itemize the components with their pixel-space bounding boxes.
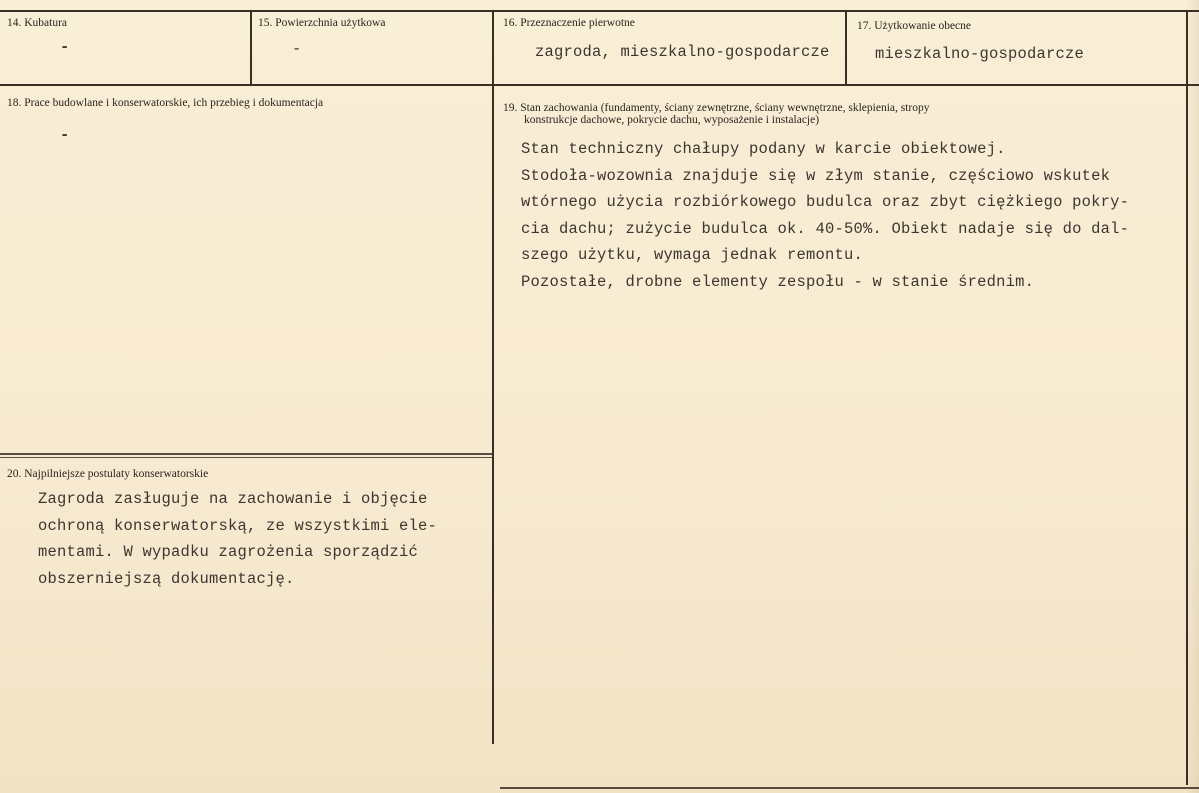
field-14-label: 14. Kubatura [7, 17, 68, 29]
field-16-label: 16. Przeznaczenie pierwotne [503, 17, 635, 29]
field-19-line: Stodoła-wozownia znajduje się w złym stanie, częściowo wskutek [521, 166, 1111, 185]
col-divider-14-15 [250, 10, 252, 85]
field-20-line: obszerniejszą dokumentację. [38, 569, 295, 588]
field-15-value: - [292, 40, 302, 58]
row1-bottom-border [0, 84, 1199, 86]
top-border [0, 10, 1199, 12]
field-17-label: 17. Użytkowanie obecne [857, 20, 972, 32]
field-19-label-line2: konstrukcje dachowe, pokrycie dachu, wyposażenie i instalacje) [524, 114, 820, 126]
field-20-text [38, 490, 437, 596]
field-15-label: 15. Powierzchnia użytkowa [258, 17, 386, 29]
field-16-value: zagroda, mieszkalno-gospodarcze [535, 43, 830, 61]
field-18-value: - [60, 126, 70, 144]
col-divider-main [492, 10, 494, 744]
field-20-line: ochroną konserwatorską, ze wszystkimi ele- [38, 516, 438, 535]
field-19-line: Stan techniczny chałupy podany w karcie obiektowej. [521, 140, 1006, 158]
bottom-border [500, 787, 1199, 789]
field-19-text [521, 140, 1129, 299]
field-19-line: cia dachu; zużycie budulca ok. 40-50%. Obiekt nadaje się do dal- [521, 219, 1130, 238]
field-20-line: mentami. W wypadku zagrożenia sporządzić [38, 543, 419, 561]
field-19-line: wtórnego użycia rozbiórkowego budulca oraz zbyt ciężkiego pokry- [521, 193, 1130, 211]
page-edge-shadow [1185, 0, 1199, 793]
field-17-value: mieszkalno-gospodarcze [875, 45, 1085, 63]
row2-divider-second [0, 457, 493, 458]
field-19-label-line1: 19. Stan zachowania (fundamenty, ściany zewnętrzne, ściany wewnętrzne, sklepienia, stropy [503, 102, 930, 114]
field-20-line: Zagroda zasługuje na zachowanie i objęcie [38, 490, 428, 508]
field-20-label: 20. Najpilniejsze postulaty konserwatorskie [7, 468, 209, 480]
row2-divider [0, 453, 493, 455]
field-19-line: szego użytku, wymaga jednak remontu. [521, 246, 864, 264]
field-18-label: 18. Prace budowlane i konserwatorskie, ich przebieg i dokumentacja [7, 97, 324, 109]
field-19-line: Pozostałe, drobne elementy zespołu - w stanie średnim. [521, 272, 1035, 291]
field-14-value: - [60, 38, 70, 56]
col-divider-16-17 [845, 10, 847, 85]
